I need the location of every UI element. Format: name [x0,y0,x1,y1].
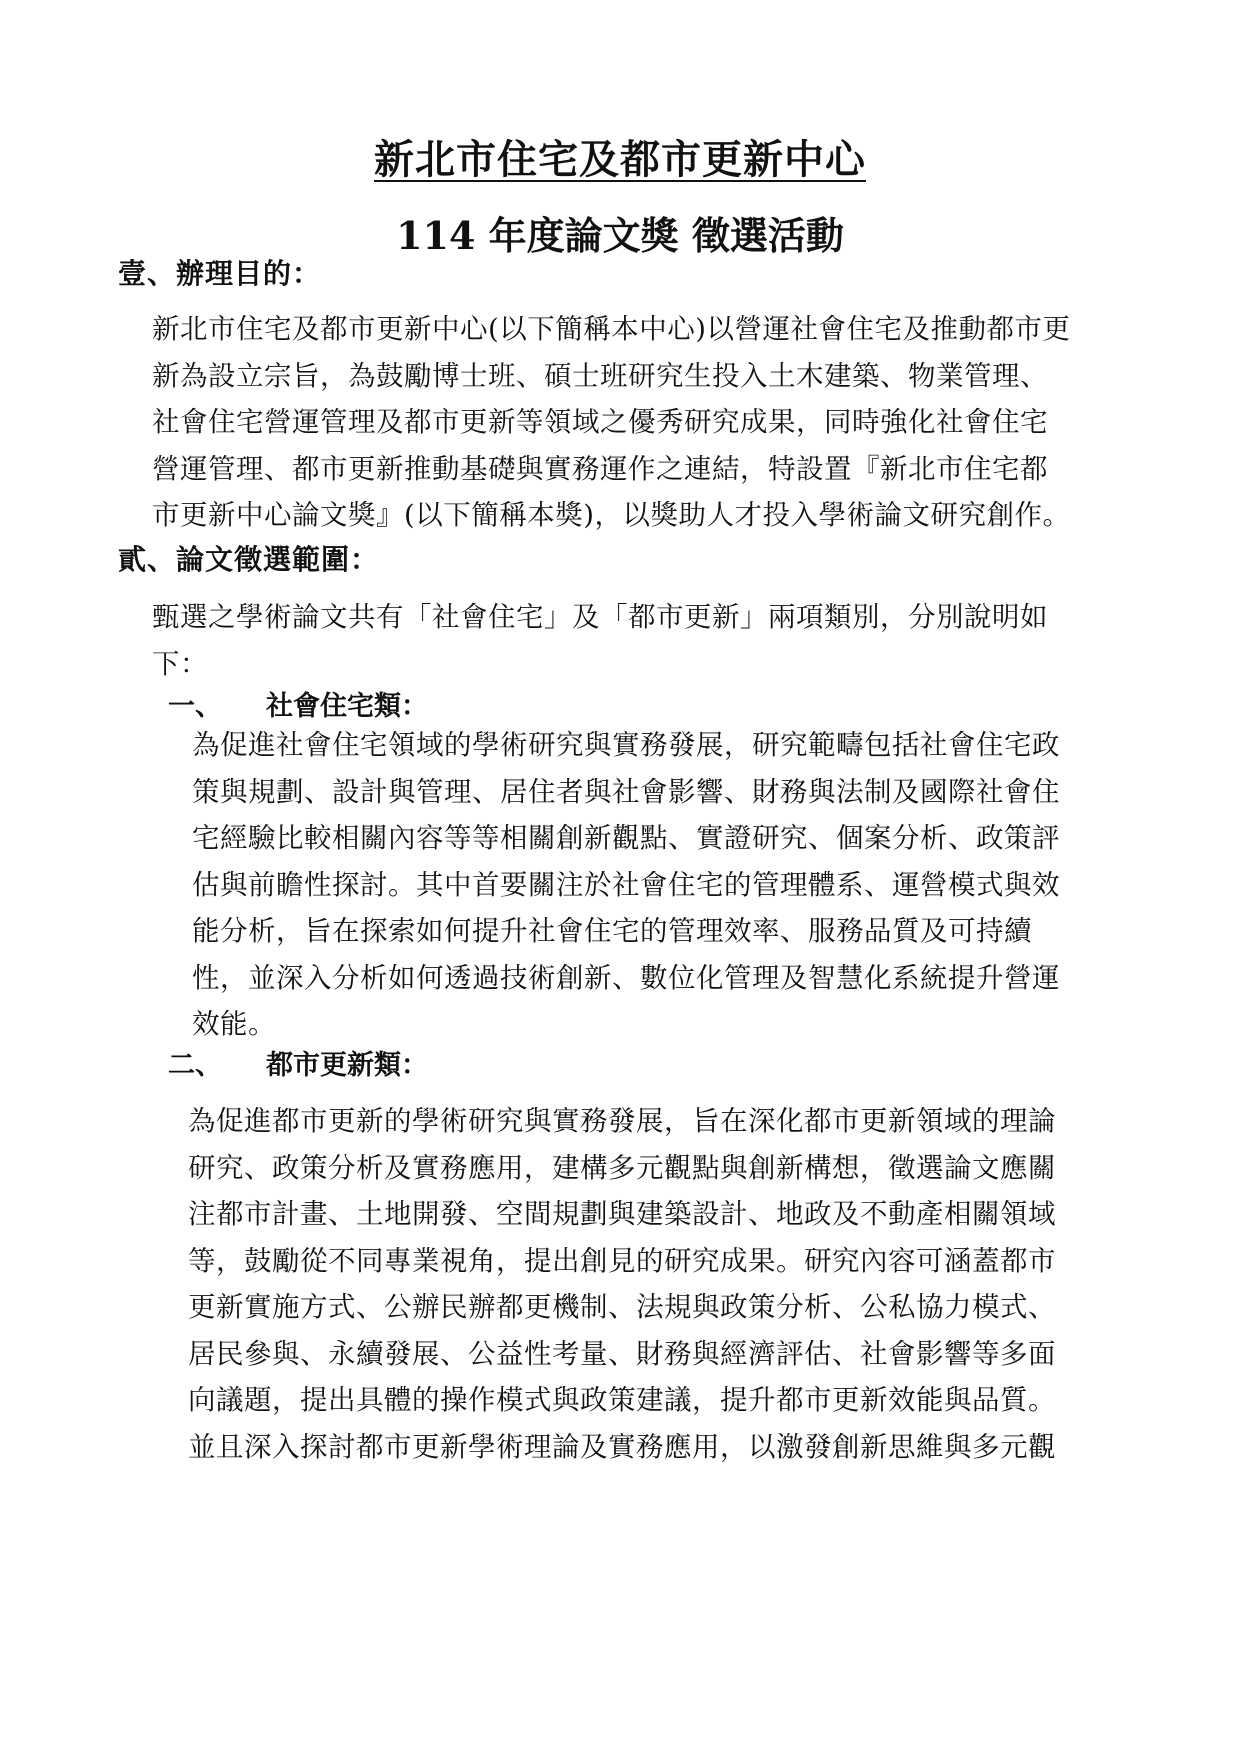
paragraph-line: 社會住宅營運管理及都市更新等領域之優秀研究成果，同時強化社會住宅 [152,406,1048,438]
paragraph-line: 性，並深入分析如何透過技術創新、數位化管理及智慧化系統提升營運 [192,961,1060,994]
paragraph-line: 更新實施方式、公辦民辦都更機制、法規與政策分析、公私協力模式、 [188,1291,1056,1323]
subsection-number: 一、 [168,691,222,722]
document-subtitle: 114 年度論文獎 徵選活動 [396,213,844,258]
section2-heading: 貳、論文徵選範圍： [118,543,380,576]
subsection2-paragraph [188,1098,1056,1470]
paragraph-line: 甄選之學術論文共有「社會住宅」及「都市更新」兩項類別，分別說明如 [152,601,1048,633]
paragraph-line: 為促進社會住宅領域的學術研究與實務發展，研究範疇包括社會住宅政 [192,729,1060,761]
subsection-number: 二、 [168,1050,222,1081]
subsection-title: 社會住宅類： [266,691,428,722]
paragraph-line: 宅經驗比較相關內容等等相關創新觀點、實證研究、個案分析、政策評 [192,822,1060,854]
paragraph-line: 效能。 [192,1008,276,1040]
subsection-title: 都市更新類： [266,1050,428,1081]
paragraph-line: 注都市計畫、土地開發、空間規劃與建築設計、地政及不動產相關領域 [188,1198,1056,1230]
paragraph-line: 研究、政策分析及實務應用，建構多元觀點與創新構想，徵選論文應關 [188,1151,1056,1184]
subsection1-paragraph [192,722,1060,1048]
subsection2-heading [168,1043,428,1082]
paragraph-line: 居民參與、永續發展、公益性考量、財務與經濟評估、社會影響等多面 [188,1337,1056,1370]
paragraph-line: 向議題，提出具體的操作模式與政策建議，提升都市更新效能與品質。 [188,1384,1056,1416]
paragraph-line: 為促進都市更新的學術研究與實務發展，旨在深化都市更新領域的理論 [188,1105,1056,1137]
document-title: 新北市住宅及都市更新中心 [374,136,866,183]
section1-heading: 壹、辦理目的： [118,257,322,290]
section1-paragraph [152,306,1070,539]
paragraph-line: 策與規劃、設計與管理、居住者與社會影響、財務與法制及國際社會住 [192,775,1060,808]
paragraph-line: 營運管理、都市更新推動基礎與實務運作之連結，特設置『新北市住宅都 [152,452,1048,485]
section2-intro [152,594,1048,687]
paragraph-line: 等，鼓勵從不同專業視角，提出創見的研究成果。研究內容可涵蓋都市 [188,1244,1056,1277]
paragraph-line: 並且深入探討都市更新學術理論及實務應用，以激發創新思維與多元觀 [188,1430,1056,1463]
paragraph-line: 能分析，旨在探索如何提升社會住宅的管理效率、服務品質及可持續 [192,915,1032,947]
paragraph-line: 新為設立宗旨，為鼓勵博士班、碩士班研究生投入土木建築、物業管理、 [152,359,1048,392]
paragraph-line: 下： [152,647,208,680]
paragraph-line: 市更新中心論文獎』(以下簡稱本獎)，以獎助人才投入學術論文研究創作。 [152,499,1071,531]
subsection1-heading [168,684,428,723]
paragraph-line: 估與前瞻性探討。其中首要關注於社會住宅的管理體系、運營模式與效 [192,868,1060,901]
paragraph-line: 新北市住宅及都市更新中心(以下簡稱本中心)以營運社會住宅及推動都市更 [152,313,1071,345]
